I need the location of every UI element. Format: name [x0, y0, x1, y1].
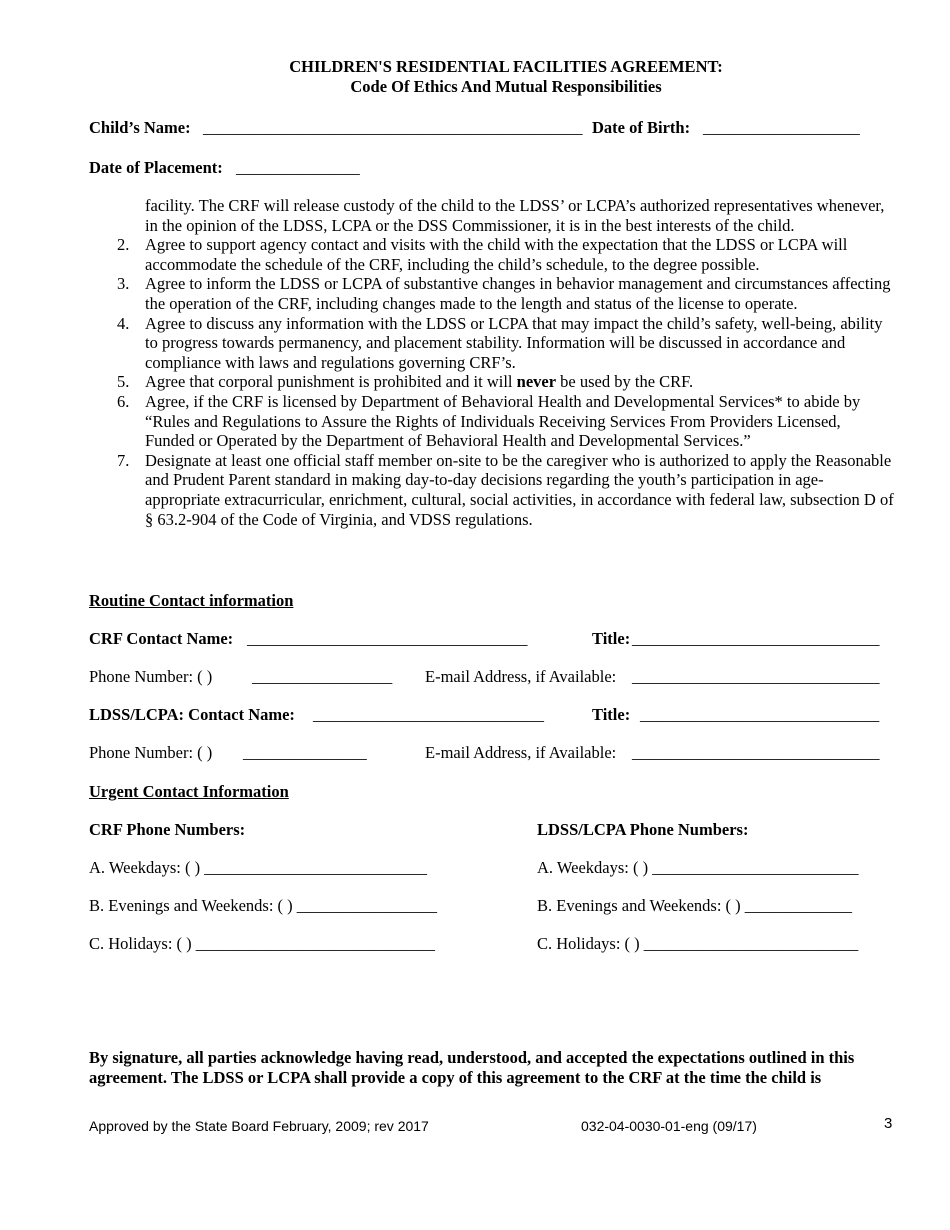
crf-title-field[interactable]: ______________________________ — [632, 629, 880, 648]
crf-title-label: Title: — [592, 629, 631, 648]
list-item — [114, 392, 894, 451]
crf-evenings-field[interactable]: B. Evenings and Weekends: ( ) _________________ — [89, 896, 438, 915]
list-item — [114, 314, 894, 373]
ldss-title-label: Title: — [592, 705, 631, 724]
footer-form-number: 032-04-0030-01-eng (09/17) — [581, 1118, 757, 1134]
responsibilities-list — [114, 196, 894, 529]
crf-email-field[interactable]: ______________________________ — [632, 667, 880, 686]
ldss-weekdays-field[interactable]: A. Weekdays: ( ) _________________________ — [537, 858, 859, 877]
child-name-label: Child’s Name: — [89, 118, 191, 137]
crf-email-label: E-mail Address, if Available: — [425, 667, 617, 686]
document-title: CHILDREN'S RESIDENTIAL FACILITIES AGREEMENT: — [289, 57, 723, 76]
child-name-field[interactable]: ______________________________________________ — [203, 118, 583, 137]
ldss-phone-field[interactable]: _______________ — [243, 743, 367, 762]
ldss-holidays-field[interactable]: C. Holidays: ( ) __________________________ — [537, 934, 859, 953]
list-item-number: 7. — [117, 450, 130, 470]
routine-contact-heading: Routine Contact information — [89, 591, 294, 610]
ldss-contact-label: LDSS/LCPA: Contact Name: — [89, 705, 295, 724]
ldss-email-field[interactable]: ______________________________ — [632, 743, 880, 762]
crf-phone-label: Phone Number: ( ) — [89, 667, 213, 686]
dob-field[interactable]: ___________________ — [703, 118, 860, 137]
ldss-title-field[interactable]: _____________________________ — [640, 705, 880, 724]
crf-contact-field[interactable]: __________________________________ — [247, 629, 528, 648]
list-item-text — [145, 372, 894, 392]
placement-date-field[interactable]: _______________ — [236, 158, 360, 177]
acknowledgement-text: By signature, all parties acknowledge having read, understood, and accepted the expectations outlined in this agreement. The LDSS or LCPA shall provide a copy of this agreement to the CRF at the time the child is — [89, 1048, 855, 1087]
crf-contact-label: CRF Contact Name: — [89, 629, 234, 648]
list-item-text: Agree, if the CRF is licensed by Department of Behavioral Health and Developmental Services* to abide by “Rules and Regulations to Assure the Rights of Individuals Receiving Services From Providers Licensed, Funded or Operated by the Department of Behavioral Health and Developmental Services.” — [145, 391, 861, 451]
crf-weekdays-field[interactable]: A. Weekdays: ( ) ___________________________ — [89, 858, 427, 877]
list-item-number: 2. — [117, 235, 130, 255]
list-item-text: facility. The CRF will release custody of the child to the LDSS’ or LCPA’s authorized representatives whenever, in the opinion of the LDSS, LCPA or the DSS Commissioner, it is in the best interests of the child. — [145, 196, 885, 235]
ldss-phone-numbers-heading: LDSS/LCPA Phone Numbers: — [537, 820, 749, 839]
list-item — [114, 451, 894, 529]
placement-date-label: Date of Placement: — [89, 158, 223, 177]
footer-approved: Approved by the State Board February, 2009; rev 2017 — [89, 1118, 429, 1134]
list-item-number: 5. — [117, 372, 130, 392]
page-number: 3 — [884, 1115, 893, 1132]
list-item-number: 4. — [117, 313, 130, 333]
list-item-text: Agree to support agency contact and visits with the child with the expectation that the LDSS or LCPA will accommodate the schedule of the CRF, including the child’s schedule, to the degree possible. — [145, 235, 848, 274]
crf-phone-field[interactable]: _________________ — [252, 667, 393, 686]
list-item-continuation — [114, 196, 894, 235]
ldss-email-label: E-mail Address, if Available: — [425, 743, 617, 762]
list-item-text: Designate at least one official staff member on-site to be the caregiver who is authorized to apply the Reasonable and Prudent Parent standard in making day-to-day decisions regarding the youth’s participation in age-appropriate extracurricular, enrichment, cultural, social activities, in accordance with federal law, subsection D of § 63.2-904 of the Code of Virginia, and VDSS regulations. — [145, 450, 894, 529]
list-item — [114, 235, 894, 274]
emphasis-never: never — [516, 372, 557, 392]
list-item — [114, 274, 894, 313]
crf-holidays-field[interactable]: C. Holidays: ( ) _____________________________ — [89, 934, 436, 953]
list-item-text: Agree to discuss any information with the LDSS or LCPA that may impact the child’s safety, well-being, ability to progress towards permanency, and placement stability. Information will be discussed in accordance and compliance with laws and regulations governing CRF’s. — [145, 313, 883, 372]
urgent-contact-heading: Urgent Contact Information — [89, 782, 289, 801]
crf-phone-numbers-heading: CRF Phone Numbers: — [89, 820, 246, 839]
list-item-number: 6. — [117, 391, 130, 411]
list-item-text: Agree to inform the LDSS or LCPA of substantive changes in behavior management and circumstances affecting the operation of the CRF, including changes made to the length and status of the license to operate. — [145, 274, 891, 313]
ldss-evenings-field[interactable]: B. Evenings and Weekends: ( ) _____________ — [537, 896, 853, 915]
document-subtitle: Code Of Ethics And Mutual Responsibilities — [350, 77, 662, 96]
list-item-number: 3. — [117, 274, 130, 294]
ldss-phone-label: Phone Number: ( ) — [89, 743, 213, 762]
ldss-contact-field[interactable]: ____________________________ — [313, 705, 544, 724]
list-item — [114, 372, 894, 392]
text-before: Agree that corporal punishment is prohibited and it will — [145, 372, 517, 392]
dob-label: Date of Birth: — [592, 118, 691, 137]
text-after: be used by the CRF. — [556, 372, 694, 392]
